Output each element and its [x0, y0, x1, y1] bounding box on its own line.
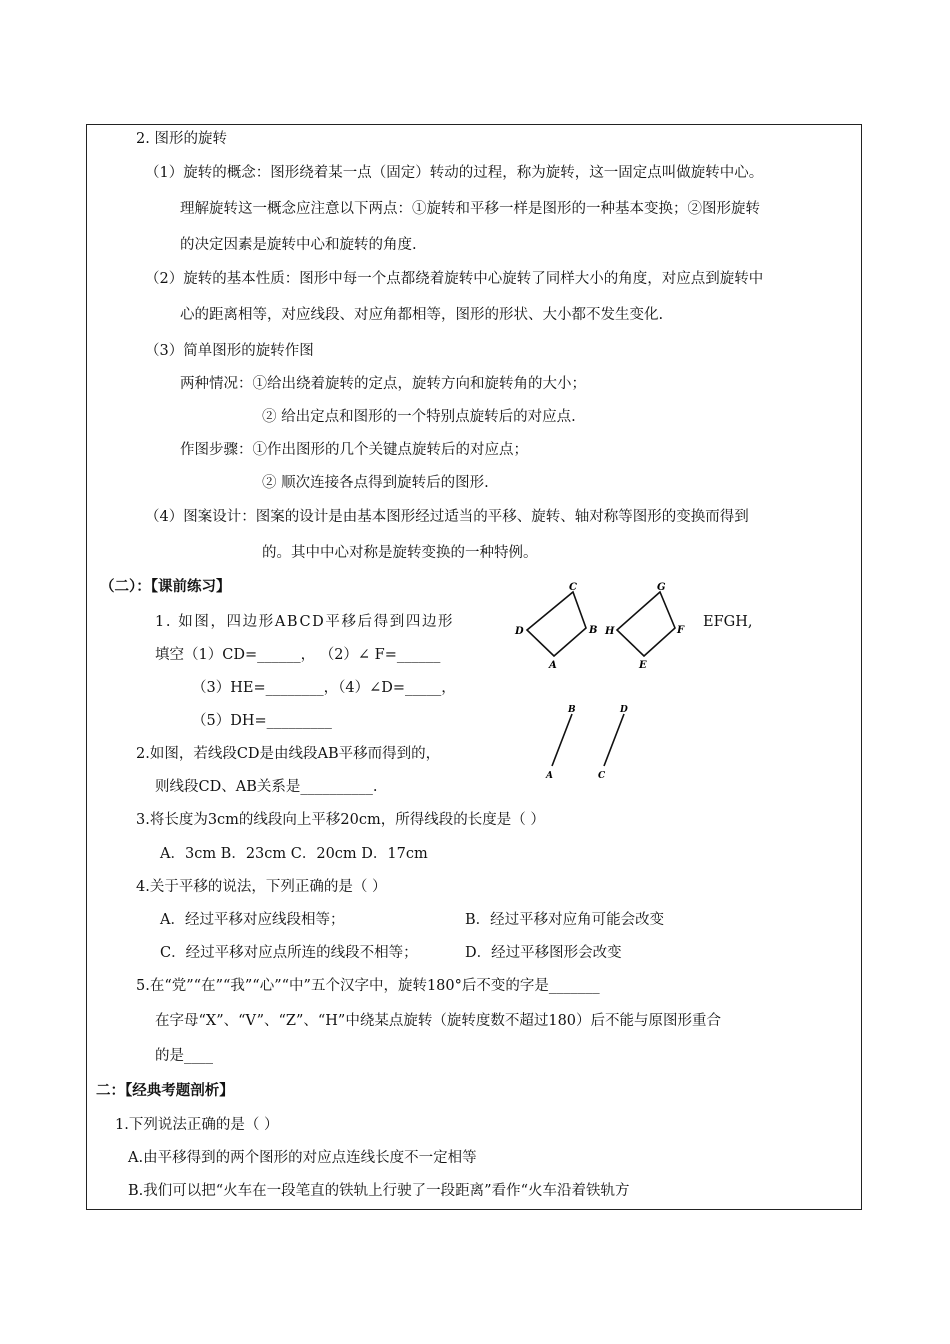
quadrilateral-efgh	[617, 592, 675, 656]
practice-q3-options: A．3cm B．23cm C．20cm D．17cm	[160, 846, 428, 862]
quadrilateral-abcd	[527, 592, 586, 656]
seg-label-d: D	[620, 705, 628, 715]
rotation-step-1: 作图步骤：①作出图形的几个关键点旋转后的对应点；	[180, 442, 528, 458]
practice-q5-line2: 在字母“X”、“V”、“Z”、“H”中绕某点旋转（旋转度数不超过180）后不能与原图形重合	[155, 1013, 722, 1029]
analysis-q1: 1.下列说法正确的是（ ）	[115, 1117, 279, 1133]
analysis-heading: 二：【经典考题剖析】	[96, 1082, 234, 1099]
segment-ab	[552, 714, 572, 766]
segment-cd	[604, 714, 624, 766]
practice-q1-line2: 填空（1）CD=______， （2）∠ F=______	[155, 647, 441, 663]
practice-q5-line1: 5.在“党”“在”“我”“心”“中”五个汉字中，旋转180°后不变的字是_______	[136, 978, 600, 994]
practice-q1-tail: EFGH,	[703, 614, 753, 630]
practice-q5-line3: 的是____	[155, 1048, 213, 1064]
practice-q4-option-d: D．经过平移图形会改变	[465, 945, 622, 961]
rotation-concept-line2: 理解旋转这一概念应注意以下两点：①旋转和平移一样是图形的一种基本变换；②图形旋转	[180, 201, 760, 217]
quadrilateral-translation-figure	[505, 582, 715, 672]
practice-q4-option-c: C．经过平移对应点所连的线段不相等；	[160, 945, 418, 961]
rotation-concept-line1: （1）旋转的概念：图形绕着某一点（固定）转动的过程，称为旋转，这一固定点叫做旋转中心。	[145, 165, 764, 181]
pattern-design-line1: （4）图案设计：图案的设计是由基本图形经过适当的平移、旋转、轴对称等图形的变换而得到	[145, 509, 749, 525]
label-e: E	[639, 660, 647, 671]
label-f: F	[677, 625, 685, 636]
analysis-q1-option-a: A.由平移得到的两个图形的对应点连线长度不一定相等	[128, 1150, 477, 1166]
rotation-case-2: ② 给出定点和图形的一个特别点旋转后的对应点.	[262, 409, 576, 425]
rotation-concept-line3: 的决定因素是旋转中心和旋转的角度.	[180, 237, 417, 253]
practice-q4-option-a: A．经过平移对应线段相等；	[160, 912, 345, 928]
label-a: A	[549, 660, 557, 671]
label-g: G	[657, 582, 666, 593]
practice-q2-line2: 则线段CD、AB关系是__________.	[155, 779, 378, 795]
label-h: H	[605, 626, 615, 637]
pattern-design-line2: 的。其中中心对称是旋转变换的一种特例。	[262, 545, 538, 561]
practice-q1-line3: （3）HE=________，（4）∠D=_____，	[192, 680, 456, 696]
practice-q1-text: 1. 如图，四边形ABCD平移后得到四边形	[155, 614, 455, 630]
practice-heading: （二）：【课前练习】	[100, 578, 231, 595]
seg-label-a: A	[546, 771, 553, 781]
seg-label-b: B	[568, 705, 576, 715]
practice-q1-line4: （5）DH=_________	[192, 713, 332, 729]
analysis-q1-option-b: B.我们可以把“火车在一段笔直的铁轨上行驶了一段距离”看作“火车沿着铁轨方	[128, 1183, 630, 1199]
rotation-property-line1: （2）旋转的基本性质：图形中每一个点都绕着旋转中心旋转了同样大小的角度，对应点到旋转中	[145, 271, 764, 287]
rotation-step-2: ② 顺次连接各点得到旋转后的图形.	[262, 475, 489, 491]
label-b: B	[589, 625, 598, 636]
parallel-segments-figure	[540, 702, 640, 782]
label-c: C	[569, 582, 577, 593]
practice-q3: 3.将长度为3cm的线段向上平移20cm，所得线段的长度是（ ）	[136, 812, 545, 828]
rotation-case-1: 两种情况：①给出绕着旋转的定点，旋转方向和旋转角的大小；	[180, 376, 586, 392]
practice-q4: 4.关于平移的说法，下列正确的是（ ）	[136, 879, 387, 895]
section-title-rotation: 2. 图形的旋转	[136, 131, 227, 147]
practice-q2-line1: 2.如图，若线段CD是由线段AB平移而得到的，	[136, 746, 441, 762]
seg-label-c: C	[598, 771, 606, 781]
practice-q4-option-b: B．经过平移对应角可能会改变	[465, 912, 665, 928]
rotation-drawing-title: （3）简单图形的旋转作图	[145, 343, 314, 359]
rotation-property-line2: 心的距离相等，对应线段、对应角都相等，图形的形状、大小都不发生变化.	[180, 307, 664, 323]
label-d: D	[515, 626, 524, 637]
